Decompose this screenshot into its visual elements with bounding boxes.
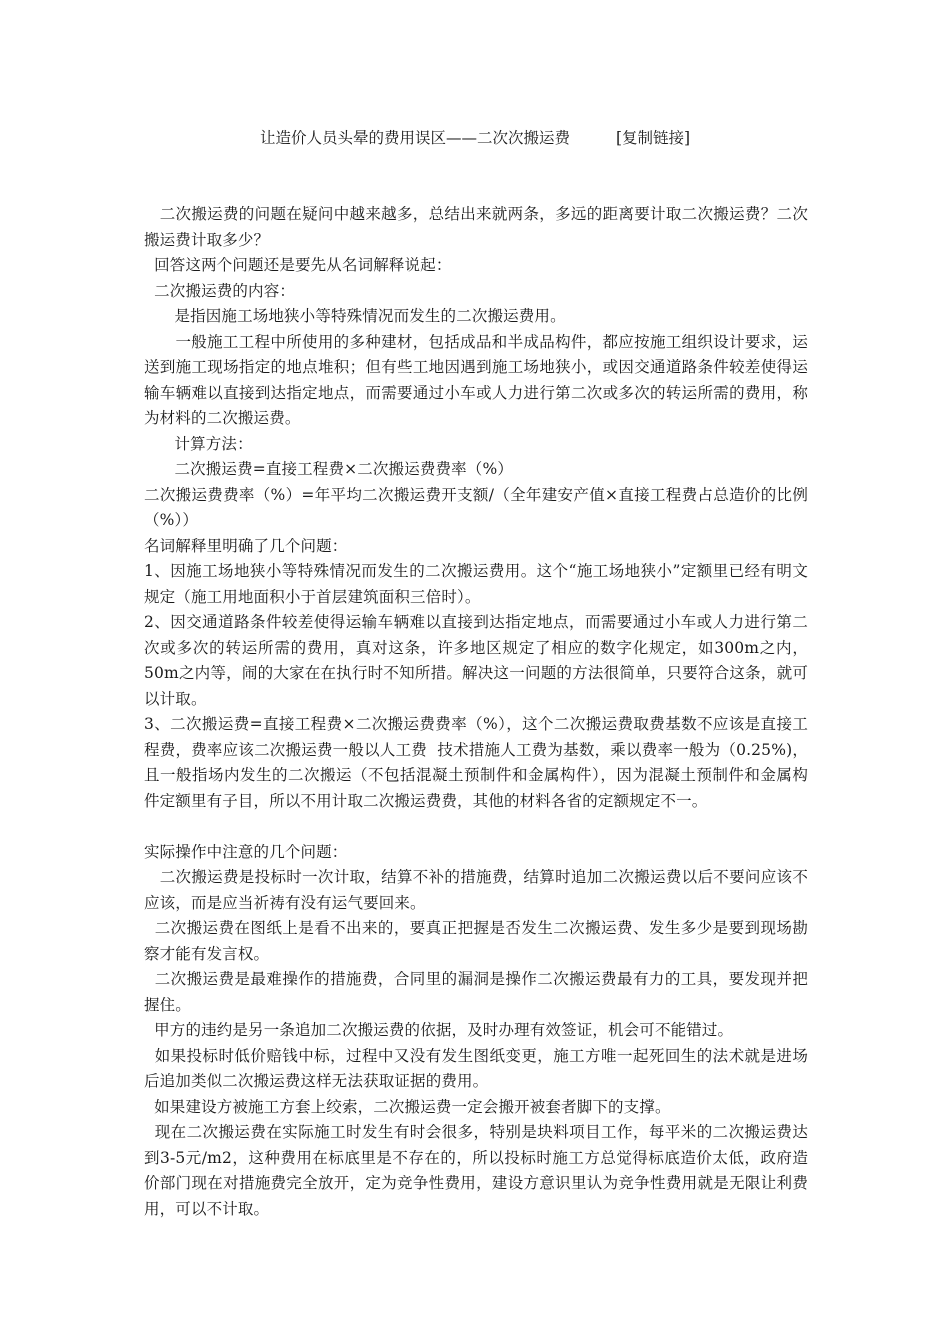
paragraph-practice-2: 二次搬运费在图纸上是看不出来的，要真正把握是否发生二次搬运费、发生多少是要到现场勘察才能有发言权。 — [144, 919, 808, 963]
paragraph-definition: 是指因施工场地狭小等特殊情况而发生的二次搬运费用。 — [144, 307, 566, 325]
document-body — [144, 202, 808, 1222]
paragraph-intro: 二次搬运费的问题在疑问中越来越多，总结出来就两条，多远的距离要计取二次搬运费？二次搬运费计取多少？ — [144, 205, 809, 249]
blank-line — [144, 814, 808, 840]
document-title-line — [0, 127, 950, 149]
paragraph-issue-2: 2、因交通道路条件较差使得运输车辆难以直接到达指定地点，而需要通过小车或人力进行第二次或多次的转运所需的费用，真对这条，许多地区规定了相应的数字化规定，如300m之内，50m之内等，闹的大家在在执行时不知所措。解决这一问题的方法很简单，只要符合这条，就可以计取。 — [144, 613, 808, 708]
paragraph-practice-3: 二次搬运费是最难操作的措施费，合同里的漏洞是操作二次搬运费最有力的工具，要发现并把握住。 — [144, 970, 808, 1014]
paragraph-issue-1: 1、因施工场地狭小等特殊情况而发生的二次搬运费用。这个“施工场地狭小”定额里已经有明文规定（施工用地面积小于首层建筑面积三倍时）。 — [144, 562, 808, 606]
paragraph-practice-5: 如果投标时低价赔钱中标，过程中又没有发生图纸变更，施工方唯一起死回生的法术就是进场后追加类似二次搬运费这样无法获取证据的费用。 — [144, 1046, 808, 1090]
paragraph-practice-7: 现在二次搬运费在实际施工时发生有时会很多，特别是块料项目工作，每平米的二次搬运费达到3-5元/m2，这种费用在标底里是不存在的，所以投标时施工方总觉得标底造价太低，政府造价部门现在对措施费完全放开，定为竞争性费用，建设方意识里认为竞争性费用就是无限让利费用，可以不计取。 — [144, 1123, 808, 1218]
copy-link-button[interactable]: [复制链接] — [615, 129, 691, 147]
paragraph-practice-6: 如果建设方被施工方套上绞索，二次搬运费一定会搬开被套者脚下的支撑。 — [144, 1097, 671, 1116]
document-title: 让造价人员头晕的费用误区——二次次搬运费 — [259, 129, 570, 147]
paragraph-formula-2: 二次搬运费费率（%）=年平均二次搬运费开支额/（全年建安产值×直接工程费占总造价的比例（%）） — [144, 485, 808, 529]
paragraph-description: 一般施工工程中所使用的多种建材，包括成品和半成品构件，都应按施工组织设计要求，运送到施工现场指定的地点堆积；但有些工地因遇到施工场地狭小，或因交通道路条件较差使得运输车辆难以直接到达指定地点，而需要通过小车或人力进行第二次或多次的转运所需的费用，称为材料的二次搬运费。 — [144, 332, 808, 427]
paragraph-practice-1: 二次搬运费是投标时一次计取，结算不补的措施费，结算时追加二次搬运费以后不要问应该不应该，而是应当祈祷有没有运气要回来。 — [144, 868, 809, 912]
paragraph-practice-heading: 实际操作中注意的几个问题： — [144, 842, 348, 861]
paragraph-practice-4: 甲方的违约是另一条追加二次搬运费的依据，及时办理有效签证，机会可不能错过。 — [144, 1021, 734, 1039]
paragraph-issue-3: 3、二次搬运费=直接工程费×二次搬运费费率（%），这个二次搬运费取费基数不应该是直接工程费，费率应该二次搬运费一般以人工费 技术措施人工费为基数，乘以费率一般为（0.25%)，且一般指场内发生的二次搬运（不包括混凝土预制件和金属构件），因为混凝土预制件和金属构件定额里有子目，所以不用计取二次搬运费费，其他的材料各省的定额规定不一。 — [144, 715, 808, 810]
paragraph-answer-lead: 回答这两个问题还是要先从名词解释说起： — [144, 256, 452, 274]
paragraph-issues-heading: 名词解释里明确了几个问题： — [144, 536, 348, 555]
paragraph-content-heading: 二次搬运费的内容： — [144, 281, 296, 300]
paragraph-method-heading: 计算方法： — [144, 434, 253, 453]
paragraph-formula-1: 二次搬运费=直接工程费×二次搬运费费率（%） — [144, 460, 513, 478]
